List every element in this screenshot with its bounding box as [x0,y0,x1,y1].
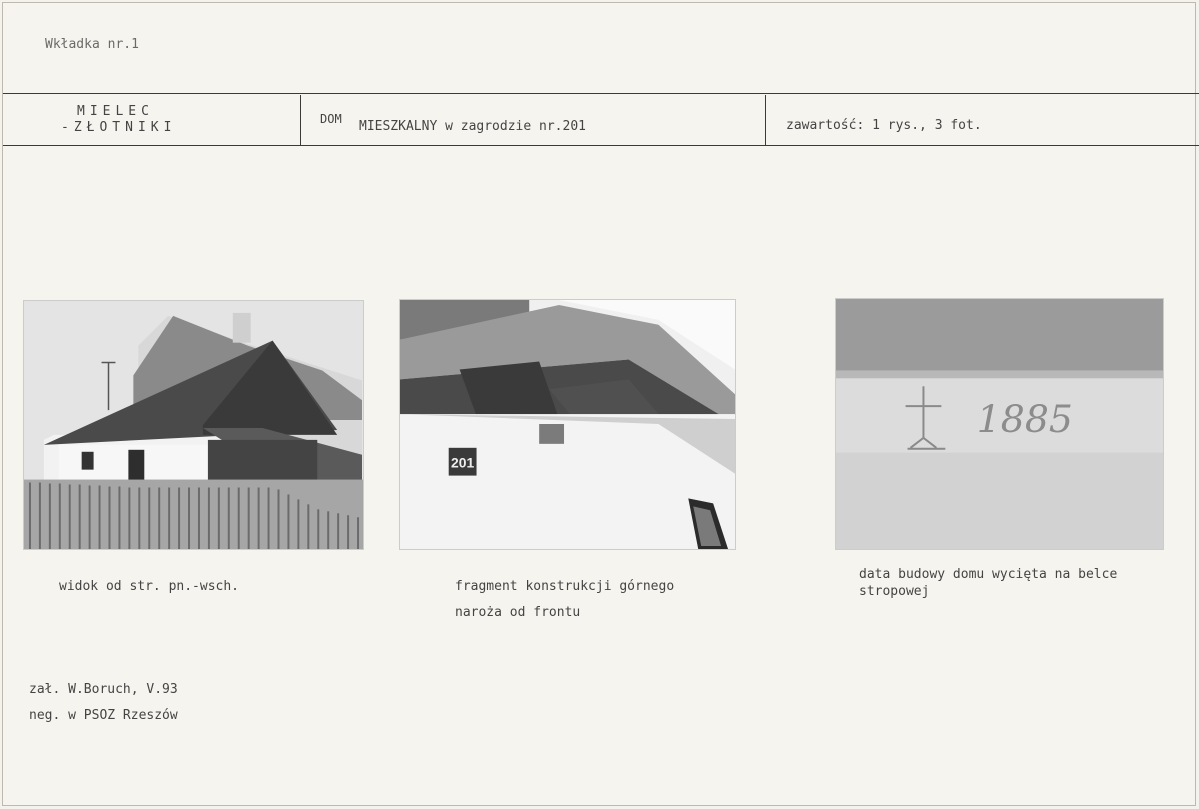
construction-fragment-image [400,300,735,549]
house-number-plate: 201 [451,454,475,471]
photo-house-exterior [23,300,364,550]
photo-carved-date [835,298,1164,550]
footer-negative-note: neg. w PSOZ Rzeszów [29,708,178,723]
location-cell [61,104,176,136]
caption-photo-1: widok od str. pn.-wsch. [59,579,240,594]
footer-notes [29,677,178,729]
caption-photo-3-line-1: data budowy domu wycięta na belce [859,567,1118,582]
caption-photo-3 [859,566,1199,600]
footer-attachment-note: zał. W.Boruch, V.93 [29,682,178,697]
location-line-1: MIELEC [77,104,154,119]
object-description: MIESZKALNY w zagrodzie nr.201 [359,119,586,134]
caption-photo-2 [455,574,755,626]
header-divider-2 [765,95,766,146]
carved-year: 1885 [976,396,1073,441]
contents-summary: zawartość: 1 rys., 3 fot. [786,118,982,133]
documentation-card [2,2,1196,806]
insert-label: Wkładka nr.1 [45,37,139,52]
photo-construction-fragment [399,299,736,550]
caption-photo-2-line-1: fragment konstrukcji górnego [455,579,675,594]
location-line-2: -ZŁOTNIKI [61,120,177,135]
object-type: DOM [320,112,342,126]
header-top-rule [3,93,1199,94]
house-exterior-image [24,301,363,549]
header-divider-1 [300,95,301,146]
header-bottom-rule [3,145,1199,146]
caption-photo-3-line-2: stropowej [859,584,930,599]
carved-date-image [836,299,1163,549]
caption-photo-2-line-2: naroża od frontu [455,605,581,620]
